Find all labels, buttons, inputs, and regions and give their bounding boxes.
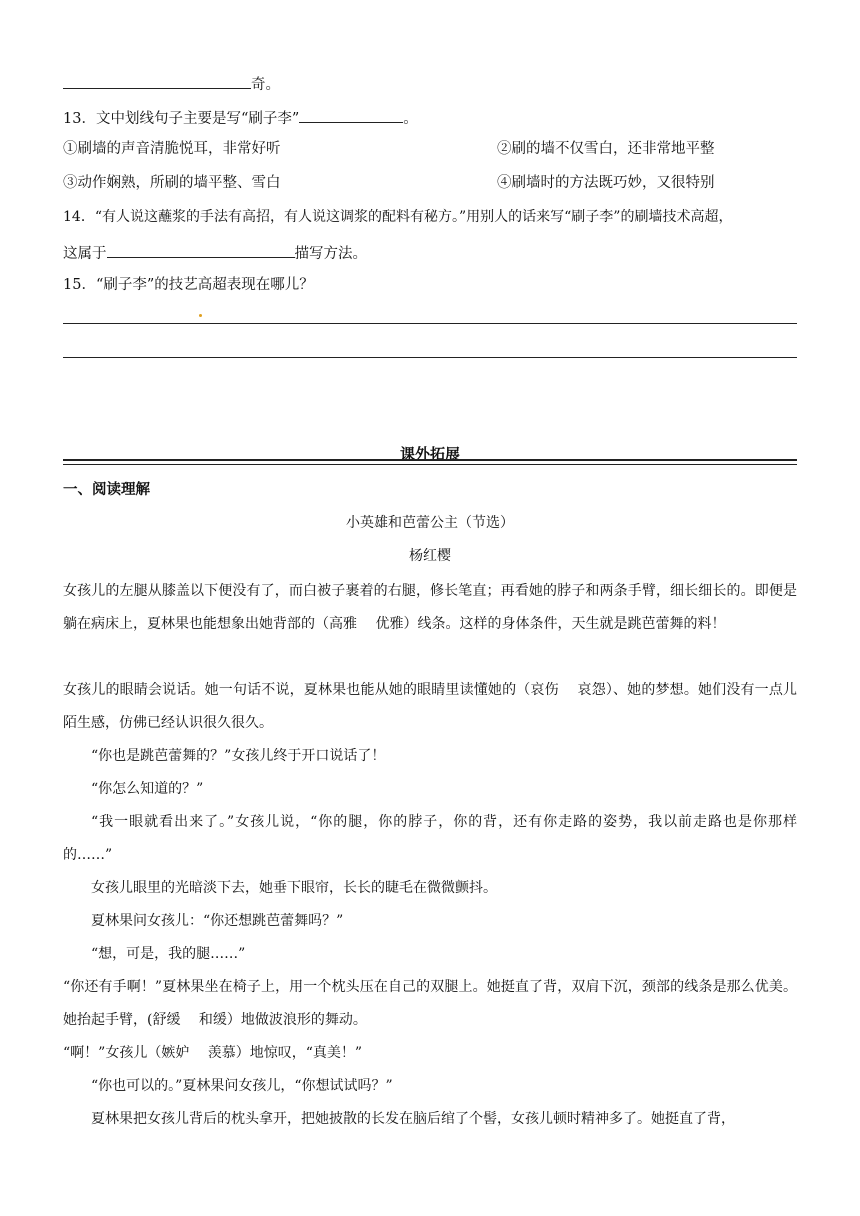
article-paragraph-1: 女孩儿的左腿从膝盖以下便没有了，而白被子裹着的右腿，修长笔直；再看她的脖子和两条手臂，细长细长的。即便是躺在病床上，夏林果也能想象出她背部的（高雅 优雅）线条。这样的身体条件，天生就是跳芭蕾舞的料！: [63, 583, 797, 632]
q13-question: [63, 106, 418, 129]
q13-text: 13．文中划线句子主要是写“刷子李”: [63, 111, 300, 127]
q15-answer-line-2[interactable]: [63, 357, 797, 358]
q12-tail-line: [63, 72, 280, 95]
q15-question: 15．“刷子李”的技艺高超表现在哪儿？: [63, 277, 314, 293]
q13-answer-blank[interactable]: [299, 106, 403, 123]
q12-answer-blank[interactable]: [63, 72, 251, 89]
article-paragraph-7: 夏林果问女孩儿：“你还想跳芭蕾舞吗？”: [91, 913, 344, 929]
q14-line2: [63, 241, 367, 264]
article-paragraph-6: 女孩儿眼里的光暗淡下去，她垂下眼帘，长长的睫毛在微微颤抖。: [91, 880, 497, 896]
section-title: 课外拓展: [399, 445, 460, 463]
q12-tail-text: 奇。: [251, 77, 280, 93]
article-paragraph-3: “你也是跳芭蕾舞的？”女孩儿终于开口说话了！: [91, 748, 386, 764]
q14-line2-post: 描写方法。: [294, 246, 367, 262]
part-heading: 一、阅读理解: [63, 482, 150, 498]
q13-option-1[interactable]: ①刷墙的声音清脆悦耳，非常好听: [63, 141, 281, 157]
q14-answer-blank[interactable]: [107, 241, 295, 258]
article-author: 杨红樱: [409, 548, 451, 564]
q13-end: 。: [403, 111, 418, 127]
q14-line2-pre: 这属于: [63, 246, 107, 262]
article-title: 小英雄和芭蕾公主（节选）: [346, 515, 514, 531]
article-paragraph-4: “你怎么知道的？”: [91, 781, 204, 797]
article-paragraph-2: 女孩儿的眼睛会说话。她一句话不说，夏林果也能从她的眼睛里读懂她的（哀伤 哀怨）、她的梦想。她们没有一点儿陌生感，仿佛已经认识很久很久。: [63, 682, 797, 731]
article-paragraph-12: 夏林果把女孩儿背后的枕头拿开，把她披散的长发在脑后绾了个髻，女孩儿顿时精神多了。她挺直了背，: [91, 1111, 735, 1127]
section-divider: [63, 459, 797, 465]
q13-option-4[interactable]: ④刷墙时的方法既巧妙，又很特别: [497, 175, 715, 191]
q13-option-2[interactable]: ②刷的墙不仅雪白，还非常地平整: [497, 141, 715, 157]
stray-mark: [199, 314, 202, 317]
article-paragraph-8: “想，可是，我的腿……”: [91, 946, 246, 962]
article-paragraph-11: “你也可以的。”夏林果问女孩儿，“你想试试吗？”: [91, 1078, 393, 1094]
q14-line1: 14．“有人说这蘸浆的手法有高招，有人说这调浆的配料有秘方。”用别人的话来写“刷子李”的刷墙技术高超，: [63, 209, 733, 225]
article-paragraph-10: “啊！”女孩儿（嫉妒 羡慕）地惊叹，“真美！”: [63, 1045, 363, 1061]
article-paragraph-5: “我一眼就看出来了。”女孩儿说，“你的腿，你的脖子，你的背，还有你走路的姿势，我以前走路也是你那样的……”: [63, 814, 797, 863]
article-paragraph-9: “你还有手啊！”夏林果坐在椅子上，用一个枕头压在自己的双腿上。她挺直了背，双肩下沉，颈部的线条是那么优美。她抬起手臂，(舒缓 和缓）地做波浪形的舞动。: [63, 979, 797, 1028]
q13-option-3[interactable]: ③动作娴熟，所刷的墙平整、雪白: [63, 175, 281, 191]
q15-answer-line-1[interactable]: [63, 323, 797, 324]
